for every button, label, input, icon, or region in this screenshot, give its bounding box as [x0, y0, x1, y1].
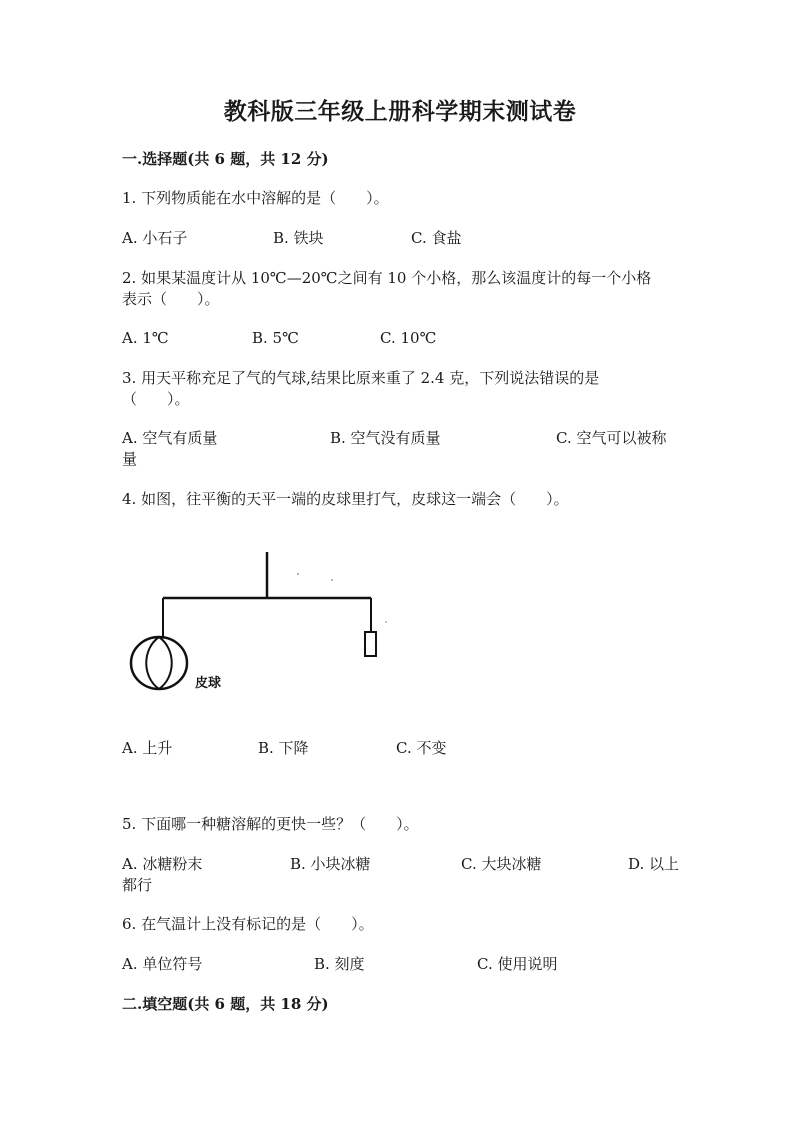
question-5-option-d: D. 以上	[628, 855, 680, 873]
question-5-option-c: C. 大块冰糖	[461, 855, 542, 873]
question-1-option-a: A. 小石子	[122, 229, 188, 247]
balance-diagram	[122, 544, 392, 704]
balance-figure	[122, 544, 392, 704]
question-3-option-a: A. 空气有质量	[122, 429, 218, 447]
question-2-stem-line1: 2. 如果某温度计从 10℃—20℃之间有 10 个小格，那么该温度计的每一个小格	[122, 269, 652, 287]
ball-icon	[131, 637, 187, 689]
section-heading-fill: 二.填空题(共 6 题，共 18 分)	[122, 995, 329, 1013]
question-5-stem: 5. 下面哪一种糖溶解的更快一些？（ ）。	[122, 815, 419, 833]
question-2-option-b: B. 5℃	[252, 329, 299, 347]
question-3-stem-line1: 3. 用天平称充足了气的气球,结果比原来重了 2.4 克，下列说法错误的是	[122, 369, 600, 387]
question-6-option-a: A. 单位符号	[122, 955, 203, 973]
question-5-option-d-wrap: 都行	[122, 876, 153, 894]
page-title: 教科版三年级上册科学期末测试卷	[223, 98, 577, 125]
question-1-option-b: B. 铁块	[273, 229, 324, 247]
question-1-option-c: C. 食盐	[411, 229, 462, 247]
question-6-stem: 6. 在气温计上没有标记的是（ ）。	[122, 915, 374, 933]
ball-label: 皮球	[195, 676, 222, 691]
question-4-option-b: B. 下降	[258, 739, 309, 757]
question-3-option-b: B. 空气没有质量	[330, 429, 441, 447]
question-2-option-c: C. 10℃	[380, 329, 437, 347]
question-5-option-b: B. 小块冰糖	[290, 855, 371, 873]
question-2-stem-line2: 表示（ ）。	[122, 290, 220, 308]
question-1-stem: 1. 下列物质能在水中溶解的是（ ）。	[122, 189, 389, 207]
question-4-option-a: A. 上升	[122, 739, 173, 757]
question-4-option-c: C. 不变	[396, 739, 447, 757]
section-heading-choice: 一.选择题(共 6 题，共 12 分)	[122, 150, 329, 168]
weight-block	[365, 632, 376, 656]
question-2-option-a: A. 1℃	[122, 329, 169, 347]
question-3-option-c: C. 空气可以被称	[556, 429, 667, 447]
question-5-option-a: A. 冰糖粉末	[122, 855, 203, 873]
question-3-stem-line2: （ ）。	[122, 390, 190, 408]
question-6-option-b: B. 刻度	[314, 955, 365, 973]
question-4-stem: 4. 如图，往平衡的天平一端的皮球里打气，皮球这一端会（ ）。	[122, 490, 569, 508]
question-3-option-c-wrap: 量	[122, 450, 138, 468]
question-6-option-c: C. 使用说明	[477, 955, 558, 973]
